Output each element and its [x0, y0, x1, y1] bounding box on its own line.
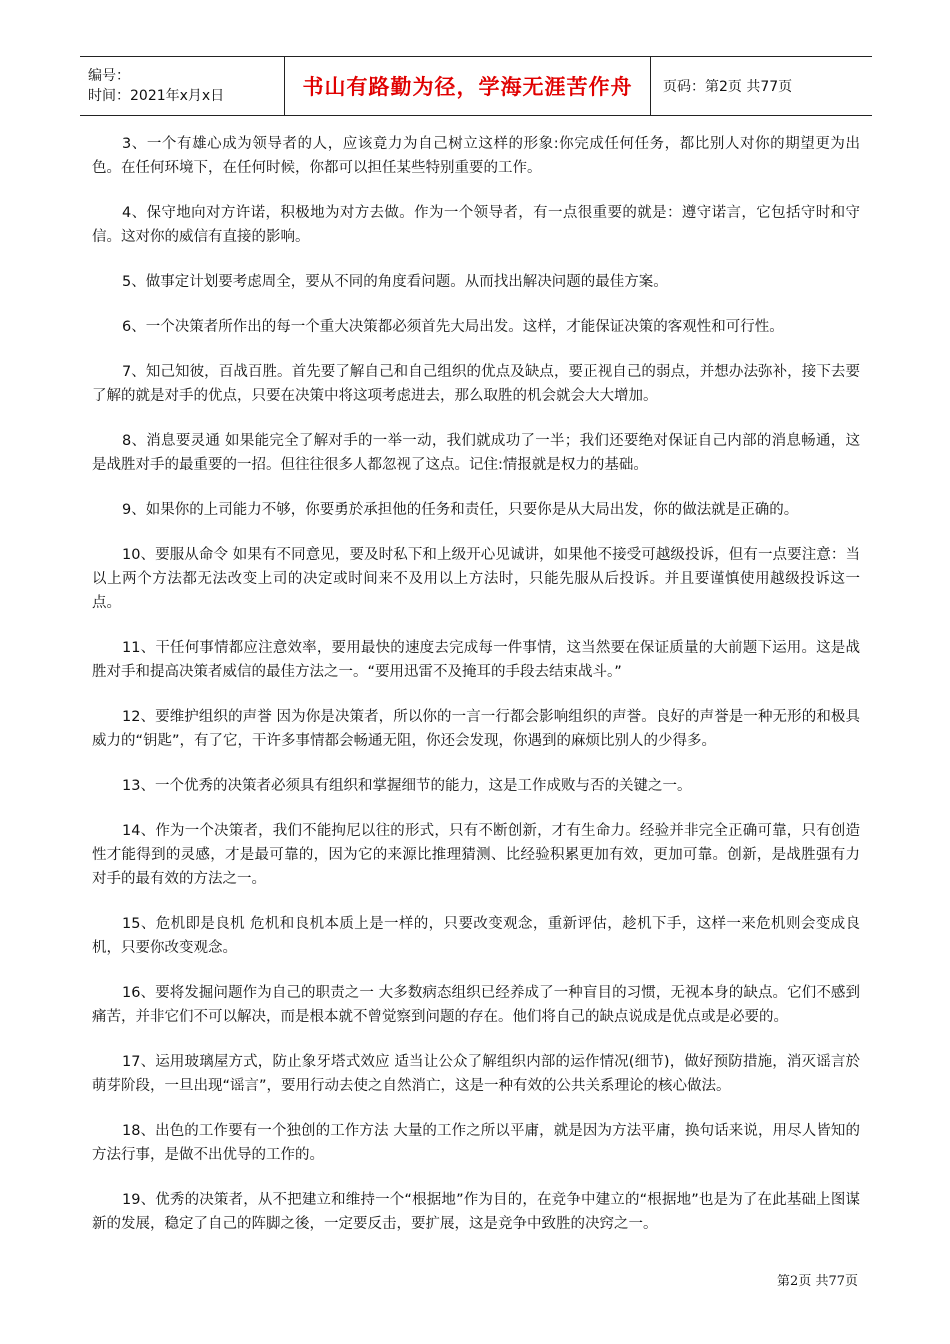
- paragraph-8: 8、消息要灵通 如果能完全了解对手的一举一动，我们就成功了一半；我们还要绝对保证自己内部的消息畅通，这是战胜对手的最重要的一招。但往往很多人都忽视了这点。记住:情报就是权力的基础。: [92, 433, 860, 473]
- page-footer: [0, 1270, 858, 1289]
- paragraph-12: 12、要维护组织的声誉 因为你是决策者，所以你的一言一行都会影响组织的声誉。良好的声誉是一种无形的和极具威力的“钥匙”，有了它，干许多事情都会畅通无阻，你还会发现，你遇到的麻烦比别人的少得多。: [92, 709, 860, 749]
- paragraph-10: 10、要服从命令 如果有不同意见，要及时私下和上级开心见诚讲，如果他不接受可越级投诉，但有一点要注意：当以上两个方法都无法改变上司的决定或时间来不及用以上方法时，只能先服从后投诉。并且要谨慎使用越级投诉这一点。: [92, 547, 860, 611]
- paragraph-17: 17、运用玻璃屋方式，防止象牙塔式效应 适当让公众了解组织内部的运作情况(细节)，做好预防措施，消灭谣言於萌芽阶段，一旦出现“谣言”，要用行动去使之自然消亡，这是一种有效的公共关系理论的核心做法。: [92, 1054, 860, 1094]
- paragraph-5: 5、做事定计划要考虑周全，要从不同的角度看问题。从而找出解决问题的最佳方案。: [122, 274, 668, 290]
- header-meta: [80, 57, 285, 115]
- paragraph-7: 7、知己知彼，百战百胜。首先要了解自己和自己组织的优点及缺点，要正视自己的弱点，并想办法弥补，接下去要了解的就是对手的优点，只要在决策中将这项考虑进去，那么取胜的机会就会大大增加。: [92, 364, 860, 404]
- footer-page-number: 第2页 共77页: [777, 1274, 858, 1289]
- paragraph-18: 18、出色的工作要有一个独创的工作方法 大量的工作之所以平庸，就是因为方法平庸，换句话来说，用尽人皆知的方法行事，是做不出优导的工作的。: [92, 1123, 860, 1163]
- paragraph-16: 16、要将发掘问题作为自己的职责之一 大多数病态组织已经养成了一种盲目的习惯，无视本身的缺点。它们不感到痛苦，并非它们不可以解决，而是根本就不曾觉察到问题的存在。他们将自己的缺点说成是优点或是必要的。: [92, 985, 860, 1025]
- document-number: 编号：: [88, 68, 130, 84]
- paragraph-14: 14、作为一个决策者，我们不能拘尼以往的形式，只有不断创新，才有生命力。经验并非完全正确可靠，只有创造性才能得到的灵感，才是最可靠的，因为它的来源比推理猜测、比经验积累更加有效，更加可靠。创新，是战胜强有力对手的最有效的方法之一。: [92, 823, 860, 887]
- paragraph-15: 15、危机即是良机 危机和良机本质上是一样的，只要改变观念，重新评估，趁机下手，这样一来危机则会变成良机，只要你改变观念。: [92, 916, 860, 956]
- page-header: [80, 56, 872, 116]
- paragraph-13: 13、一个优秀的决策者必须具有组织和掌握细节的能力，这是工作成败与否的关键之一。: [122, 778, 692, 794]
- paragraph-9: 9、如果你的上司能力不够，你要勇於承担他的任务和责任，只要你是从大局出发，你的做法就是正确的。: [122, 502, 799, 518]
- page-number-text: 页码：第2页 共77页: [663, 79, 793, 95]
- paragraph-4: 4、保守地向对方许诺，积极地为对方去做。作为一个领导者，有一点很重要的就是：遵守诺言，它包括守时和守信。这对你的威信有直接的影响。: [92, 205, 860, 245]
- document-body: [92, 132, 860, 1257]
- paragraph-6: 6、一个决策者所作出的每一个重大决策都必须首先大局出发。这样，才能保证决策的客观性和可行性。: [122, 319, 784, 335]
- paragraph-3: 3、一个有雄心成为领导者的人，应该竟力为自己树立这样的形象:你完成任何任务，都比别人对你的期望更为出色。在任何环境下，在任何时候，你都可以担任某些特别重要的工作。: [92, 136, 860, 176]
- document-time: 时间：2021年x月x日: [88, 88, 225, 104]
- header-motto: [285, 57, 651, 115]
- paragraph-19: 19、优秀的决策者，从不把建立和维持一个“根据地”作为目的，在竞争中建立的“根据地”也是为了在此基础上图谋新的发展，稳定了自己的阵脚之後，一定要反击，要扩展，这是竞争中致胜的决窍之一。: [92, 1192, 860, 1232]
- motto-text: 书山有路勤为径，学海无涯苦作舟: [302, 74, 633, 99]
- header-page-number: [651, 57, 872, 115]
- paragraph-11: 11、干任何事情都应注意效率，要用最快的速度去完成每一件事情，这当然要在保证质量的大前题下运用。这是战胜对手和提高决策者威信的最佳方法之一。“要用迅雷不及掩耳的手段去结束战斗。”: [92, 640, 860, 680]
